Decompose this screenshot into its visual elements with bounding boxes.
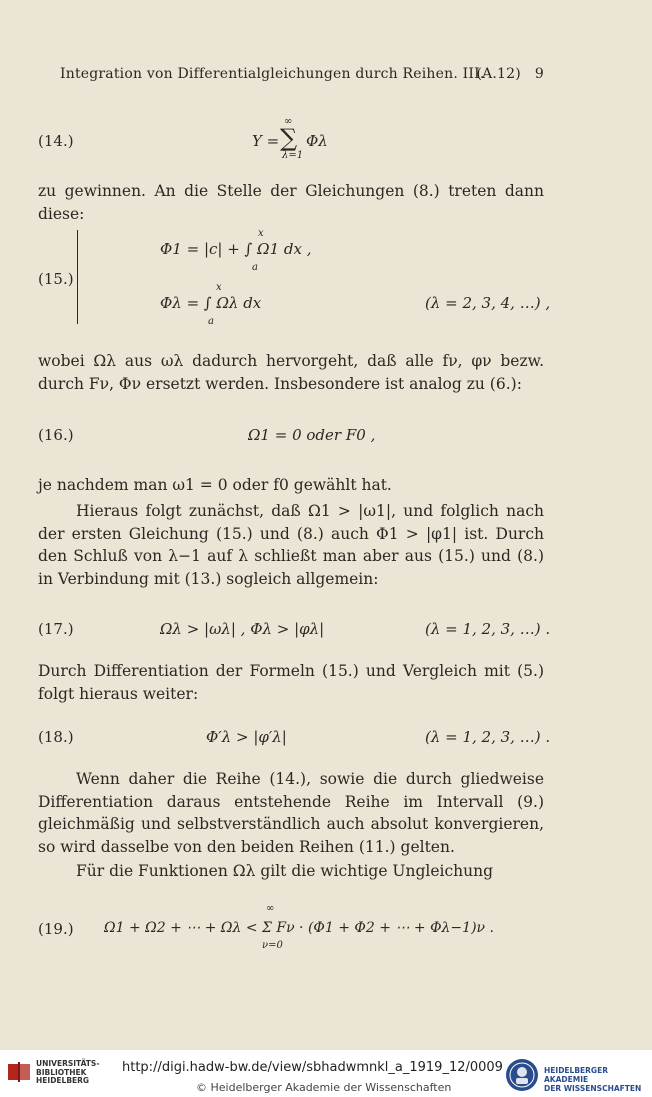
paragraph-1: zu gewinnen. An die Stelle der Gleichungen (8.) treten dann diese: — [38, 182, 544, 223]
eq16-content: Ω1 = 0 oder F0 , — [248, 426, 376, 444]
eq15-line1-upper: x — [258, 228, 264, 239]
eq15-label: (15.) — [38, 270, 74, 288]
eq18-range: (λ = 1, 2, 3, …) . — [425, 728, 551, 746]
eq17-content: Ωλ > |ωλ| , Φλ > |φλ| — [160, 620, 325, 638]
paragraph-3: je nachdem man ω1 = 0 oder f0 gewählt hat. — [38, 476, 392, 494]
header-ref: (A.12) — [476, 66, 521, 82]
eq15-line2-upper: x — [216, 282, 222, 293]
eq19-label: (19.) — [38, 920, 74, 938]
source-url-link[interactable]: http://digi.hadw-bw.de/view/sbhadwmnkl_a_1919_12/0009 — [122, 1060, 503, 1075]
eq15-line2-lower: a — [208, 316, 214, 327]
eq18-content: Φ′λ > |φ′λ| — [206, 728, 287, 746]
eq14-sum-lower: λ=1 — [282, 150, 304, 161]
eq15-range: (λ = 2, 3, 4, …) , — [425, 294, 551, 312]
page-number: 9 — [534, 66, 544, 82]
paragraph-5: Durch Differentiation der Formeln (15.) und Vergleich mit (5.) folgt hieraus weiter: — [38, 662, 544, 703]
eq19-content: Ω1 + Ω2 + ⋯ + Ωλ < Σ Fν · (Φ1 + Φ2 + ⋯ + Φλ−1)ν . — [104, 920, 494, 936]
paragraph-7: Für die Funktionen Ωλ gilt die wichtige Ungleichung — [76, 862, 494, 880]
footer-bar — [0, 1050, 652, 1097]
sum-symbol: ∑ — [280, 124, 298, 152]
eq18-label: (18.) — [38, 728, 74, 746]
university-library-logo-icon — [6, 1059, 32, 1085]
paragraph-6: Wenn daher die Reihe (14.), sowie die durch gliedweise Differentiation daraus entstehende Reihe im Intervall (9.) gleichmäßig und selbstverständlich auch absolut konvergieren, so wird dasselbe von den beiden Reihen (11.) gelten. — [38, 770, 544, 856]
running-title: Integration von Differentialgleichungen durch Reihen. III. — [60, 66, 485, 82]
eq14-lhs: Y = — [252, 132, 280, 150]
eq14-label: (14.) — [38, 132, 74, 150]
eq17-label: (17.) — [38, 620, 74, 638]
eq14-sum-upper: ∞ — [284, 116, 293, 127]
eq15-line2: Φλ = ∫ Ωλ dx — [160, 294, 262, 312]
eq15-line1: Φ1 = |c| + ∫ Ω1 dx , — [160, 240, 312, 258]
system-brace — [77, 230, 86, 324]
eq17-range: (λ = 1, 2, 3, …) . — [425, 620, 551, 638]
copyright-notice: © Heidelberger Akademie der Wissenschaften — [196, 1081, 452, 1094]
library-name: UNIVERSITÄTS- BIBLIOTHEK HEIDELBERG — [36, 1059, 100, 1085]
eq16-label: (16.) — [38, 426, 74, 444]
paragraph-4: Hieraus folgt zunächst, daß Ω1 > |ω1|, und folglich nach der ersten Gleichung (15.) und (8.) auch Φ1 > |φ1| ist. Durch den Schluß von λ−1 auf λ schließt man aber aus (15.) und (8.) in Verbindung mit (13.) sogleich allgemein: — [38, 502, 544, 588]
paragraph-2: wobei Ωλ aus ωλ dadurch hervorgeht, daß alle fν, φν bezw. durch Fν, Φν ersetzt werden. Insbesondere ist analog zu (6.): — [38, 352, 544, 393]
eq19-sum-lower: ν=0 — [262, 940, 283, 951]
running-header — [60, 66, 544, 82]
academy-seal-icon — [505, 1058, 539, 1092]
academy-name: HEIDELBERGER AKADEMIE DER WISSENSCHAFTEN — [544, 1066, 642, 1093]
eq14-term: Φλ — [306, 132, 328, 150]
eq15-line1-lower: a — [252, 262, 258, 273]
eq19-sum-upper: ∞ — [266, 903, 275, 914]
